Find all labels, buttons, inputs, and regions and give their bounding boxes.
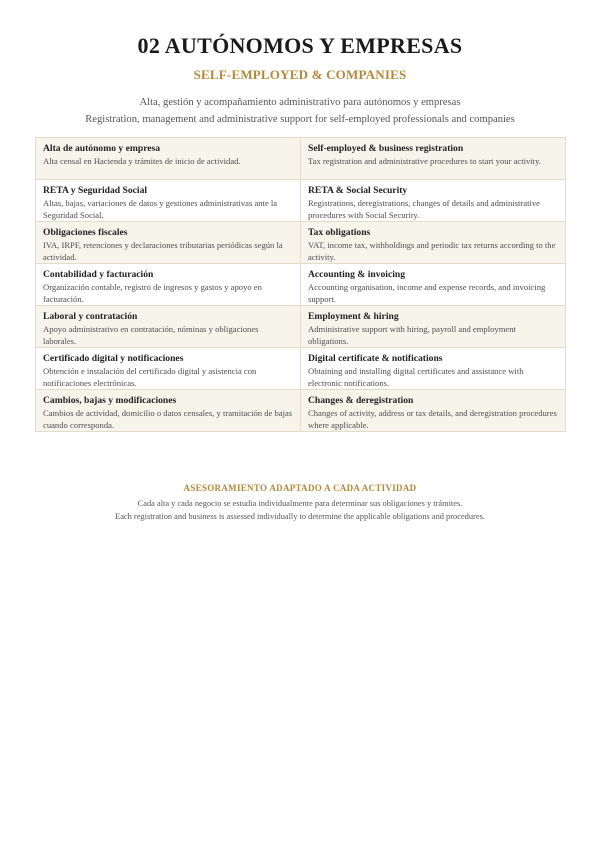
service-desc: VAT, income tax, withholdings and periodic tax returns according to the activity.: [308, 240, 556, 262]
intro: [0, 95, 600, 128]
service-cell-en: [301, 348, 566, 390]
service-title: Digital certificate & notifications: [308, 353, 443, 364]
service-desc: Obtención e instalación del certificado digital y asistencia con notificaciones electrónicas.: [43, 366, 257, 388]
service-title: RETA y Seguridad Social: [43, 185, 148, 196]
footer-note: [0, 498, 600, 523]
service-cell-en: [301, 180, 566, 222]
table-row: [36, 264, 566, 306]
service-cell-es: [36, 306, 301, 348]
service-cell-es: [36, 348, 301, 390]
service-cell-en: [301, 138, 566, 180]
table-row: [36, 222, 566, 264]
service-cell-es: [36, 390, 301, 432]
table-row: [36, 390, 566, 432]
intro-spanish: Alta, gestión y acompañamiento administrativo para autónomos y empresas: [139, 97, 461, 108]
service-cell-en: [301, 390, 566, 432]
table-row: [36, 348, 566, 390]
service-title: Obligaciones fiscales: [43, 227, 128, 238]
services-table: [35, 137, 566, 432]
service-desc: IVA, IRPF, retenciones y declaraciones tributarias periódicas según la actividad.: [43, 240, 283, 262]
service-title: Cambios, bajas y modificaciones: [43, 395, 177, 406]
service-desc: Accounting organisation, income and expense records, and invoicing support.: [308, 282, 546, 304]
footer-title: ASESORAMIENTO ADAPTADO A CADA ACTIVIDAD: [183, 483, 417, 493]
page-title: 02 AUTÓNOMOS Y EMPRESAS: [137, 33, 463, 58]
service-cell-en: [301, 222, 566, 264]
service-title: Laboral y contratación: [43, 311, 138, 322]
service-cell-en: [301, 306, 566, 348]
service-desc: Changes of activity, address or tax details, and deregistration procedures where applicable.: [308, 408, 557, 430]
service-desc: Registrations, deregistrations, changes of details and administrative procedures with Social Security.: [308, 198, 540, 220]
service-title: Tax obligations: [308, 227, 371, 238]
table-row: [36, 138, 566, 180]
service-title: Certificado digital y notificaciones: [43, 353, 184, 364]
service-desc: Obtaining and installing digital certificates and assistance with electronic notifications.: [308, 366, 524, 388]
service-title: Self-employed & business registration: [308, 143, 464, 154]
page-subtitle: SELF-EMPLOYED & COMPANIES: [193, 67, 407, 82]
table-row: [36, 306, 566, 348]
service-title: Contabilidad y facturación: [43, 269, 154, 280]
service-title: RETA & Social Security: [308, 185, 408, 196]
service-title: Alta de autónomo y empresa: [43, 143, 161, 154]
service-cell-es: [36, 222, 301, 264]
intro-english: Registration, management and administrative support for self-employed professionals and companies: [85, 113, 515, 125]
service-desc: Cambios de actividad, domicilio o datos censales, y tramitación de bajas cuando corresponda.: [43, 408, 293, 430]
service-cell-en: [301, 264, 566, 306]
service-desc: Tax registration and administrative procedures to start your activity.: [308, 156, 541, 166]
table-row: [36, 180, 566, 222]
service-title: Accounting & invoicing: [308, 269, 406, 280]
service-cell-es: [36, 264, 301, 306]
service-cell-es: [36, 138, 301, 180]
service-cell-es: [36, 180, 301, 222]
service-desc: Organización contable, registro de ingresos y gastos y apoyo en facturación.: [43, 282, 262, 304]
footer-line-english: Each registration and business is assessed individually to determine the applicable obligations and procedures.: [115, 511, 485, 521]
footer-line-spanish: Cada alta y cada negocio se estudia individualmente para determinar sus obligaciones y trámites.: [137, 499, 463, 508]
service-title: Changes & deregistration: [308, 395, 414, 406]
service-desc: Administrative support with hiring, payroll and employment obligations.: [308, 324, 516, 346]
service-title: Employment & hiring: [308, 311, 399, 322]
service-desc: Altas, bajas, variaciones de datos y gestiones administrativas ante la Seguridad Social.: [43, 198, 278, 220]
service-desc: Apoyo administrativo en contratación, nóminas y obligaciones laborales.: [43, 324, 259, 346]
service-desc: Alta censal en Hacienda y trámites de inicio de actividad.: [43, 156, 241, 166]
